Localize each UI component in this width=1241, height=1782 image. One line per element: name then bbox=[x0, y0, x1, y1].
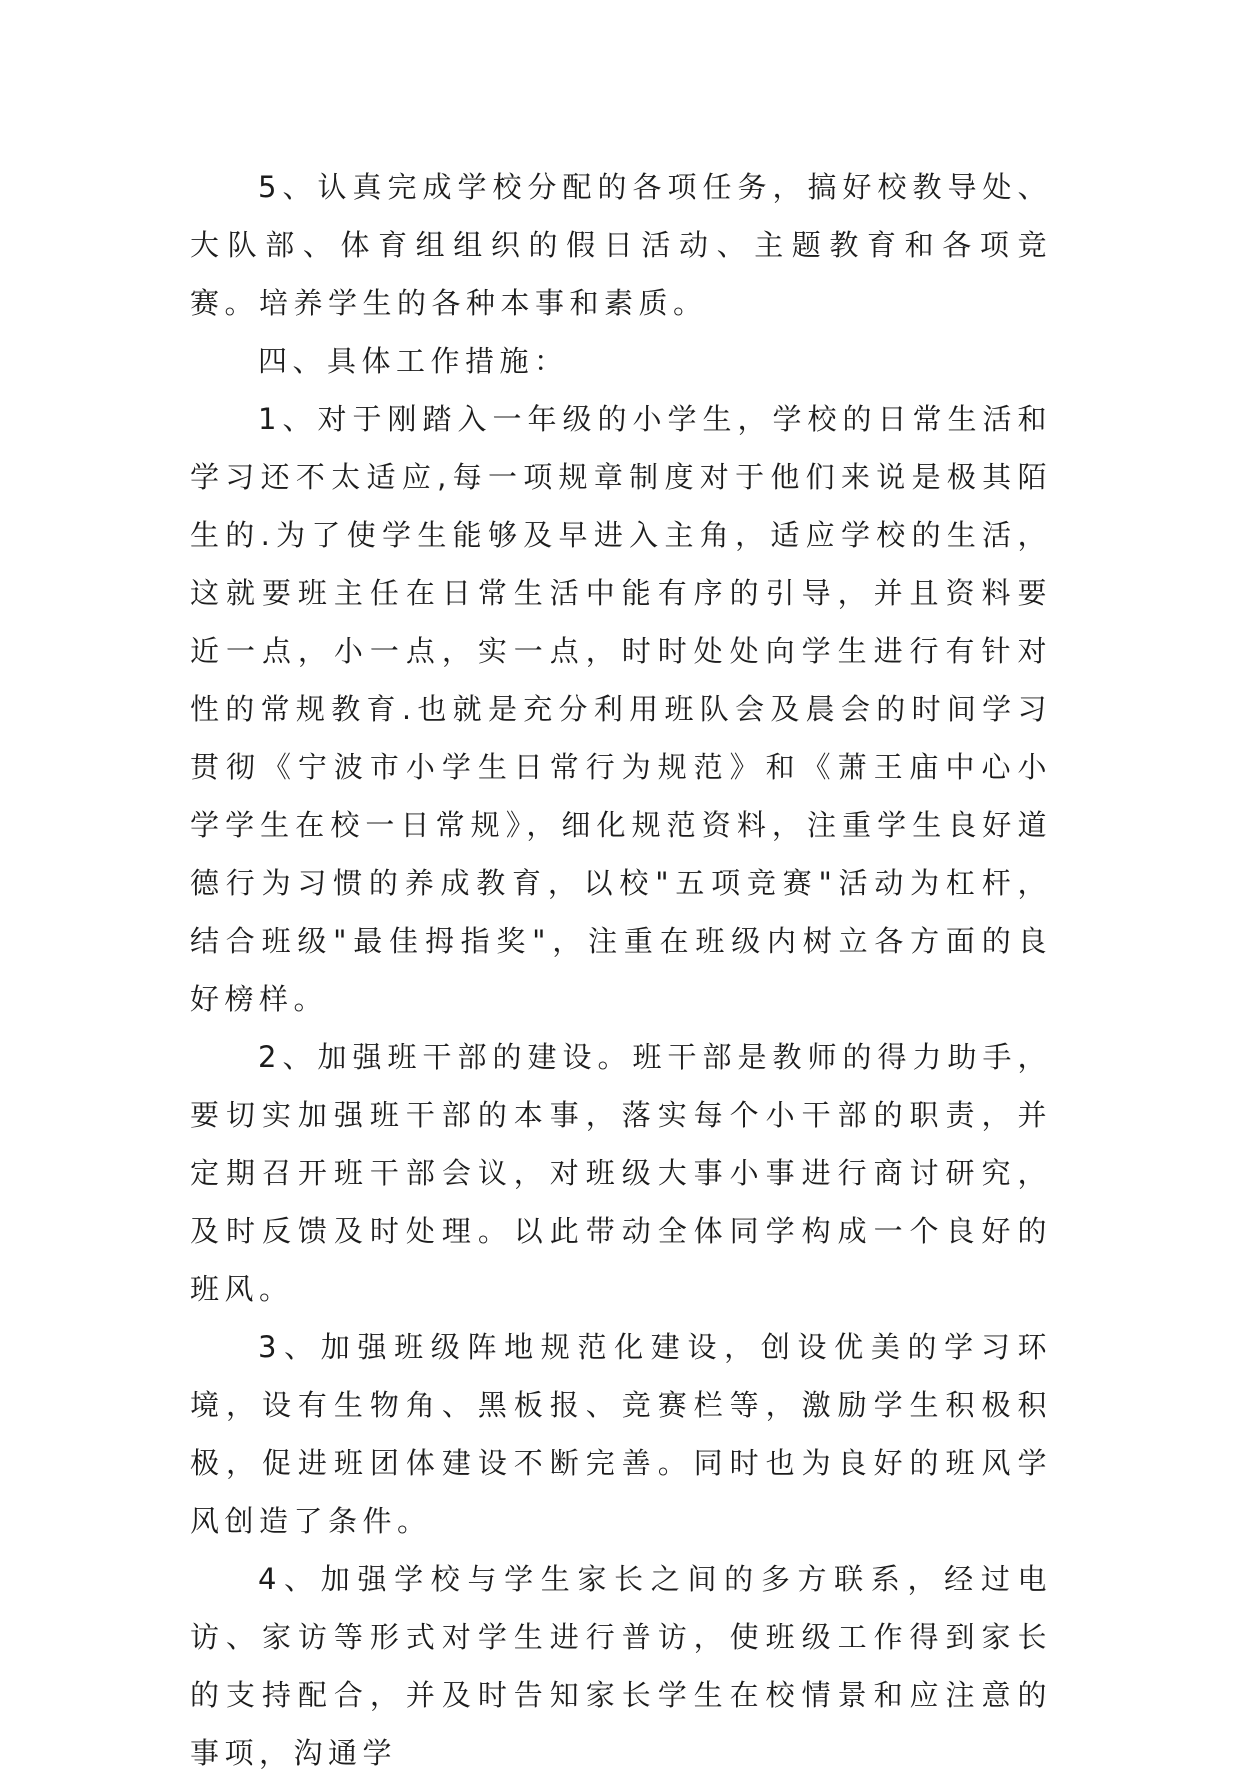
paragraph-measure-3: 3、加强班级阵地规范化建设，创设优美的学习环境，设有生物角、黑板报、竞赛栏等，激励学生积极积极，促进班团体建设不断完善。同时也为良好的班风学风创造了条件。 bbox=[190, 1330, 1052, 1538]
paragraph-measure-2: 2、加强班干部的建设。班干部是教师的得力助手，要切实加强班干部的本事，落实每个小干部的职责，并定期召开班干部会议，对班级大事小事进行商讨研究，及时反馈及时处理。以此带动全体同学构成一个良好的班风。 bbox=[190, 1040, 1052, 1306]
document-body bbox=[190, 158, 1052, 1782]
paragraph-measure-4: 4、加强学校与学生家长之间的多方联系，经过电访、家访等形式对学生进行普访，使班级工作得到家长的支持配合，并及时告知家长学生在校情景和应注意的事项，沟通学 bbox=[190, 1562, 1052, 1770]
paragraph-task-5: 5、认真完成学校分配的各项任务，搞好校教导处、大队部、体育组组织的假日活动、主题教育和各项竞赛。培养学生的各种本事和素质。 bbox=[190, 170, 1052, 320]
paragraph-measure-1: 1、对于刚踏入一年级的小学生，学校的日常生活和学习还不太适应,每一项规章制度对于他们来说是极其陌生的.为了使学生能够及早进入主角，适应学校的生活，这就要班主任在日常生活中能有序的引导，并且资料要近一点，小一点，实一点，时时处处向学生进行有针对性的常规教育.也就是充分利用班队会及晨会的时间学习贯彻《宁波市小学生日常行为规范》和《萧王庙中心小学学生在校一日常规》，细化规范资料，注重学生良好道德行为习惯的养成教育，以校"五项竞赛"活动为杠杆，结合班级"最佳拇指奖"，注重在班级内树立各方面的良好榜样。 bbox=[190, 402, 1052, 1016]
section-heading-measures: 四、具体工作措施： bbox=[258, 344, 569, 378]
